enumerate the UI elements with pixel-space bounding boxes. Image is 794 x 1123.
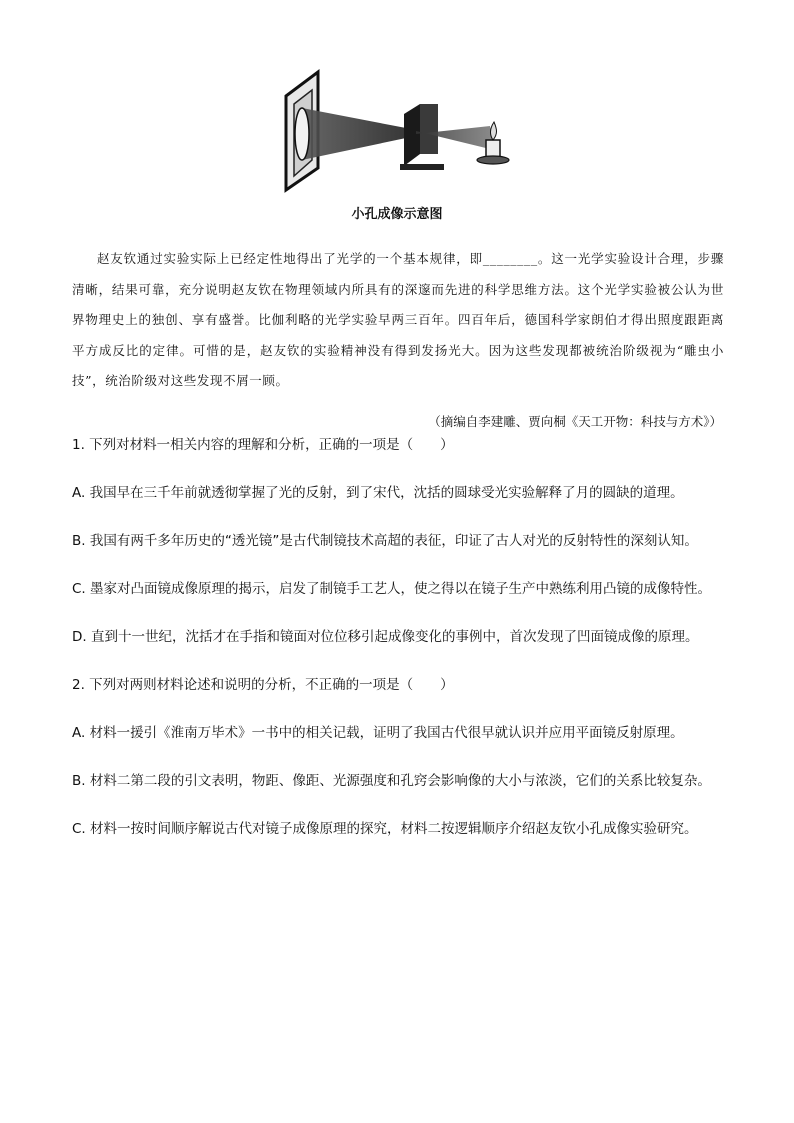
question-stem: 1. 下列对材料一相关内容的理解和分析，正确的一项是（ ） [72,437,454,453]
pinhole-board [404,104,420,166]
candle [486,140,500,158]
fill-blank: ________ [482,251,538,266]
figure-caption: 小孔成像示意图 [351,207,443,222]
question-1 [72,430,724,652]
passage-paragraph [72,244,724,397]
passage-source: （摘编自李建雕、贾向桐《天工开物：科技与方术》） [428,414,722,429]
reading-passage [72,244,724,397]
option-a: A. 材料一援引《淮南万毕术》一书中的相关记载，证明了我国古代很早就认识并应用平面镜反射原理。 [72,725,684,741]
light-cone-left [302,108,406,160]
pinhole-imaging-figure [280,68,530,193]
question-2 [72,670,724,844]
candle-flame [490,122,496,140]
option-d: D. 直到十一世纪，沈括才在手指和镜面对位位移引起成像变化的事例中，首次发现了凹面镜成像的原理。 [72,629,699,645]
question-list [72,430,724,844]
option-b: B. 材料二第二段的引文表明，物距、像距、光源强度和孔窍会影响像的大小与浓淡，它们的关系比较复杂。 [72,773,711,789]
option-c: C. 墨家对凸面镜成像原理的揭示，启发了制镜手工艺人，使之得以在镜子生产中熟练利用凸镜的成像特性。 [72,581,712,597]
option-b: B. 我国有两千多年历史的“透光镜”是古代制镜技术高超的表征，印证了古人对光的反射特性的深刻认知。 [72,533,698,549]
option-c: C. 材料一按时间顺序解说古代对镜子成像原理的探究，材料二按逻辑顺序介绍赵友钦小孔成像实验研究。 [72,821,698,837]
question-stem: 2. 下列对两则材料论述和说明的分析，不正确的一项是（ ） [72,677,454,693]
option-a: A. 我国早在三千年前就透彻掌握了光的反射，到了宋代，沈括的圆球受光实验解释了月的圆缺的道理。 [72,485,684,501]
passage-text-after: 。这一光学实验设计合理，步骤清晰，结果可靠，充分说明赵友钦在物理领域内所具有的深邃而先进的科学思维方法。这个光学实验被公认为世界物理史上的独创、享有盛誉。比伽利略的光学实验早两三百年。四百年后，德国科学家朗伯才得出照度跟距离平方成反比的定律。可惜的是，赵友钦的实验精神没有得到发扬光大。因为这些发现都被统治阶级视为“雕虫小技”，统治阶级对这些发现不屑一顾。 [72,251,724,388]
passage-text-before: 赵友钦通过实验实际上已经定性地得出了光学的一个基本规律，即 [97,251,483,266]
pinhole-diagram [280,68,530,193]
